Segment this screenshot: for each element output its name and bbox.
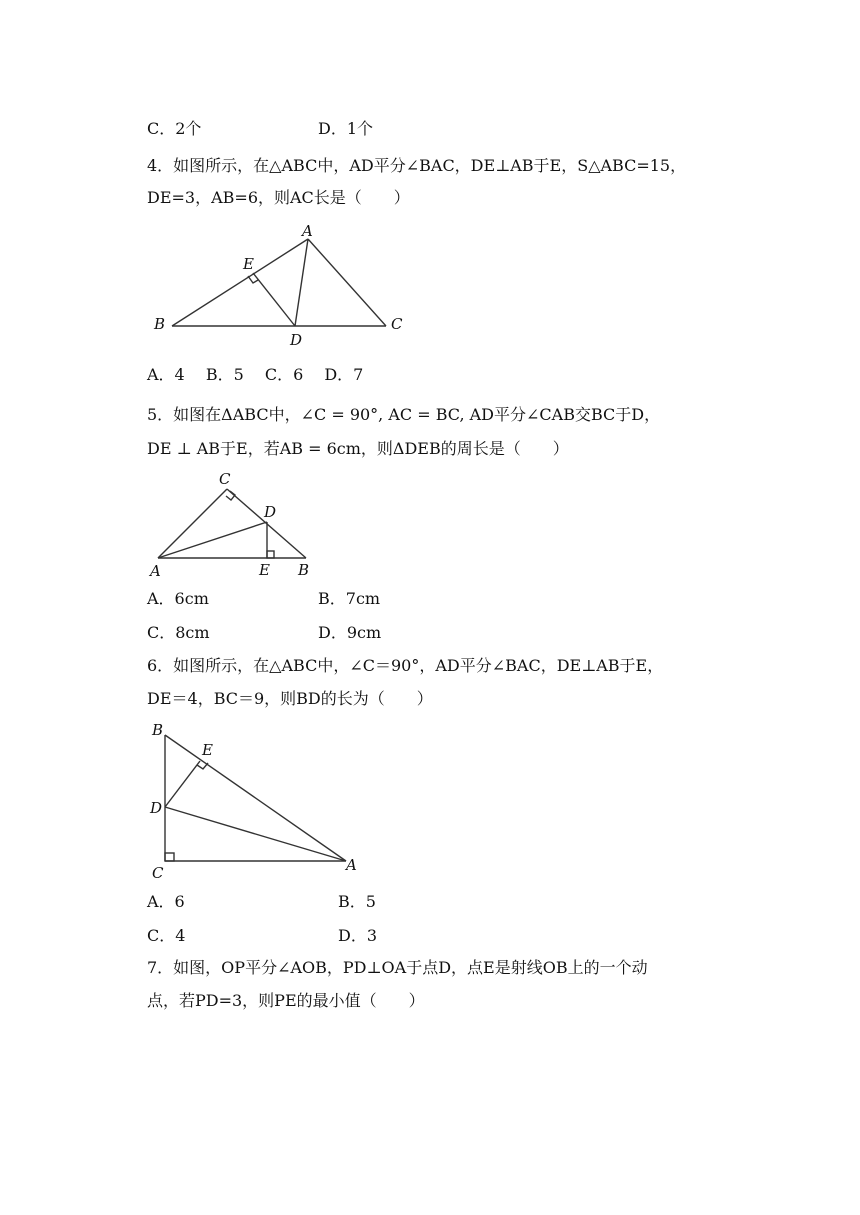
q5-label-A: A	[150, 562, 161, 580]
question-7-text-line2: 点，若PD=3，则PE的最小值（ ）	[147, 991, 425, 1010]
q6-label-A: A	[346, 856, 357, 874]
q5-label-B: B	[298, 561, 310, 579]
question-5-text-line2: DE ⊥ AB于E，若AB = 6cm，则ΔDEB的周长是（ ）	[147, 439, 569, 458]
q6-option-d: D．3	[338, 926, 378, 945]
q5-label-E: E	[259, 561, 270, 579]
q5-label-D: D	[264, 503, 277, 521]
question-4-options: A．4 B．5 C．6 D．7	[147, 365, 364, 384]
question-5-text-line1: 5．如图在ΔABC中，∠C = 90°, AC = BC, AD平分∠CAB交BC于D，	[147, 405, 661, 424]
q4-label-A: A	[302, 222, 313, 240]
question-7-text-line1: 7．如图，OP平分∠AOB，PD⊥OA于点D，点E是射线OB上的一个动	[147, 958, 648, 977]
question-6-text-line2: DE＝4，BC＝9，则BD的长为（ ）	[147, 689, 433, 708]
q4-label-C: C	[391, 315, 403, 333]
question-6-text-line1: 6．如图所示，在△ABC中，∠C＝90°，AD平分∠BAC，DE⊥AB于E，	[147, 656, 664, 675]
option-c: C．2个	[147, 119, 202, 138]
question-6-figure	[140, 718, 370, 883]
q6-label-C: C	[152, 864, 164, 882]
q6-option-c: C．4	[147, 926, 186, 945]
question-5-figure	[140, 468, 340, 580]
q4-label-E: E	[243, 255, 254, 273]
q5-option-b: B．7cm	[318, 589, 381, 608]
q5-label-C: C	[219, 470, 231, 488]
q4-label-B: B	[154, 315, 166, 333]
q5-option-a: A．6cm	[147, 589, 209, 608]
q6-option-a: A．6	[147, 892, 185, 911]
question-4-text-line2: DE=3，AB=6，则AC长是（ ）	[147, 188, 410, 207]
q6-label-D: D	[150, 799, 163, 817]
q5-option-d: D．9cm	[318, 623, 382, 642]
question-4-figure	[140, 218, 420, 350]
q4-label-D: D	[290, 331, 303, 349]
q6-label-B: B	[152, 721, 164, 739]
q6-option-b: B．5	[338, 892, 376, 911]
q6-label-E: E	[202, 741, 213, 759]
q5-option-c: C．8cm	[147, 623, 210, 642]
question-4-text-line1: 4．如图所示，在△ABC中，AD平分∠BAC，DE⊥AB于E，S△ABC=15，	[147, 156, 687, 175]
option-d: D．1个	[318, 119, 374, 138]
